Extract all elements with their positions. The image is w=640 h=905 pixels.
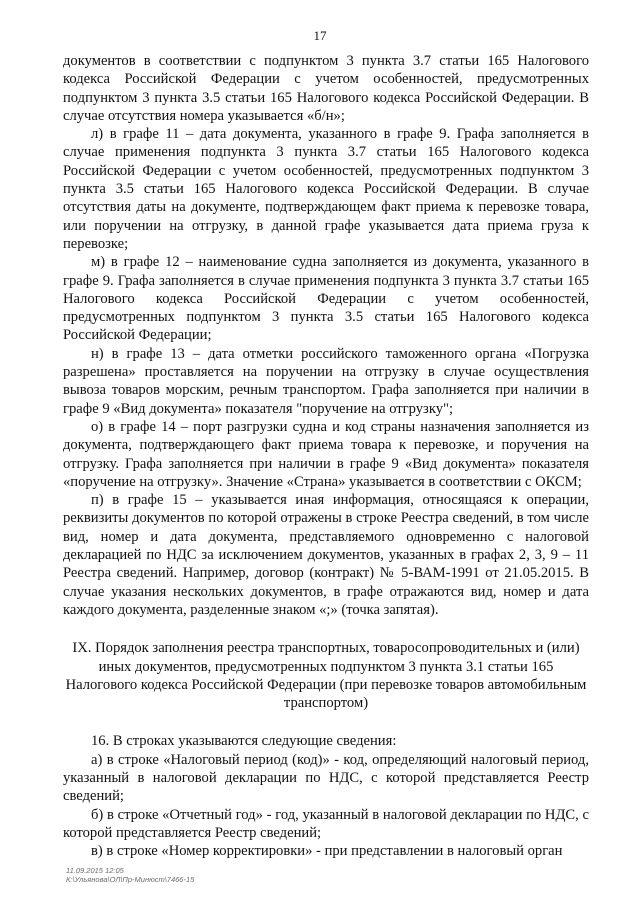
paragraph-m: м) в графе 12 – наименование судна заполняется из документа, указанного в графе 9. Графа заполняется в случае применения подпункта 3 пункта 3.7 статьи 165 Налогового кодекса Российской Федерации с учетом особенностей, предусмотренных подпунктом 3 пункта 3.5 статьи 165 Налогового кодекса Российской Федерации; [63, 254, 589, 344]
paragraph-n: н) в графе 13 – дата отметки российского таможенного органа «Погрузка разрешена» проставляется на поручении на отгрузку в случае осуществления вывоза товаров морским, речным транспортом. Графа заполняется при наличии в графе 9 «Вид документа» показателя "поручение на отгрузку"; [63, 345, 589, 417]
paragraph-o: о) в графе 14 – порт разгрузки судна и код страны назначения заполняется из документа, подтверждающего факт приема товара к перевозке, и поручения на отгрузку. Графа заполняется при наличии в графе 9 «Вид документа» показателя «поручение на отгрузку». Значение «Страна» указывается в соответствии с ОКСМ; [63, 418, 589, 490]
paragraph-p: п) в графе 15 – указывается иная информация, относящаяся к операции, реквизиты документов по которой отражены в строке Реестра сведений, в том числе вид, номер и дата документа, представляемого одновременно с налоговой декларацией по НДС за исключением документов, указанных в графах 2, 3, 9 – 11 Реестра сведений. Например, договор (контракт) № 5-ВАМ-1991 от 21.05.2015. В случае указания нескольких документов, в графе отражаются вид, номер и дата каждого документа, разделенные знаком «;» (точка запятая). [63, 492, 589, 618]
item-16-a: а) в строке «Налоговый период (код)» - код, определяющий налоговый период, указанный в налоговой декларации по НДС, с которой представляется Реестр сведений; [63, 751, 589, 805]
item-16-b: б) в строке «Отчетный год» - год, указанный в налоговой декларации по НДС, с которой представляется Реестр сведений; [63, 806, 589, 841]
paragraph-continuation: документов в соответствии с подпунктом 3 пункта 3.7 статьи 165 Налогового кодекса Российской Федерации с учетом особенностей, предусмотренных подпунктом 3 пункта 3.5 статьи 165 Налогового кодекса Российской Федерации. В случае отсутствия номера указывается «б/н»; [63, 53, 589, 124]
footer-date: 11.09.2015 12:05 [66, 866, 124, 875]
footer-stamp [66, 866, 194, 884]
section-heading: IX. Порядок заполнения реестра транспортных, товаросопроводительных и (или) иных документов, предусмотренных подпунктом 3 пункта 3.1 статьи 165 Налогового кодекса Российской Федерации (при перевозке товаров автомобильным транспортом) [65, 640, 587, 712]
page-number: 17 [313, 28, 327, 43]
footer-path: К:\Ульянова\ОЛ\Пр-Минюст\7466-15 [66, 875, 195, 884]
item-16-v: в) в строке «Номер корректировки» - при представлении в налоговый орган [91, 843, 563, 860]
document-body [63, 52, 589, 860]
item-16-intro: 16. В строках указываются следующие сведения: [91, 733, 397, 750]
paragraph-l: л) в графе 11 – дата документа, указанного в графе 9. Графа заполняется в случае применения подпункта 3 пункта 3.7 статьи 165 Налогового кодекса Российской Федерации с учетом особенностей, предусмотренных подпунктом 3 пункта 3.5 статьи 165 Налогового кодекса Российской Федерации. В случае отсутствия даты на документе, подтверждающем факт приема к перевозке товара, или поручении на отгрузку, в данной графе указывается дата приема груза к перевозке; [63, 126, 589, 252]
